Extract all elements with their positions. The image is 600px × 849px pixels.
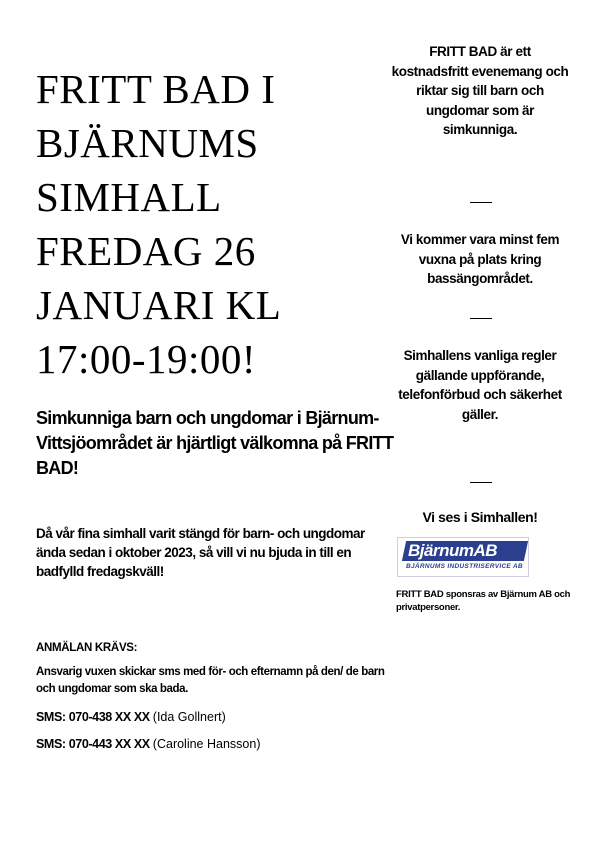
registration-heading: ANMÄLAN KRÄVS: [36, 642, 138, 654]
divider [470, 482, 492, 483]
info-block-rules: Simhallens vanliga regler gällande uppförande, telefonförbud och säkerhet gäller. [398, 348, 562, 422]
info-block-adults: Vi kommer vara minst fem vuxna på plats kring bassängområdet. [400, 232, 560, 286]
divider [470, 202, 492, 203]
sms-number: 070-443 XX XX [68, 737, 150, 751]
event-title [36, 62, 366, 386]
sms-label: SMS: [36, 737, 66, 751]
title-line: JANUARI KL [36, 282, 282, 328]
sms-number: 070-438 XX XX [68, 710, 150, 724]
title-line: BJÄRNUMS [36, 120, 259, 166]
intro-text: Då vår fina simhall varit stängd för barn- och ungdomar ända sedan i oktober 2023, så vill vi nu bjuda in till en badfylld fredagskväll! [36, 526, 365, 579]
title-line: FRITT BAD I [36, 66, 276, 112]
bjarnum-logo [397, 537, 529, 577]
see-you-text: Vi ses i Simhallen! [422, 509, 538, 525]
logo-subtitle: BJÄRNUMS INDUSTRISERVICE AB [406, 563, 523, 570]
sms-contact [36, 710, 226, 724]
title-line: FREDAG 26 [36, 228, 256, 274]
divider [470, 318, 492, 319]
sponsor-text: FRITT BAD sponsras av Bjärnum AB och privatpersoner. [396, 589, 571, 613]
contact-name: (Caroline Hansson) [152, 737, 261, 751]
sms-label: SMS: [36, 710, 66, 724]
title-line: SIMHALL [36, 174, 222, 220]
contact-name: (Ida Gollnert) [152, 710, 226, 724]
sms-contact [36, 737, 260, 751]
registration-body: Ansvarig vuxen skickar sms med för- och efternamn på den/ de barn och ungdomar som ska bada. [36, 666, 385, 695]
info-block-free: FRITT BAD är ett kostnadsfritt evenemang och riktar sig till barn och ungdomar som är simkunniga. [391, 44, 569, 137]
welcome-text: Simkunniga barn och ungdomar i Bjärnum-Vittsjöområdet är hjärtligt välkomna på FRITT BAD! [36, 408, 394, 478]
title-line: 17:00-19:00! [36, 336, 257, 382]
logo-name: BjärnumAB [408, 541, 498, 560]
